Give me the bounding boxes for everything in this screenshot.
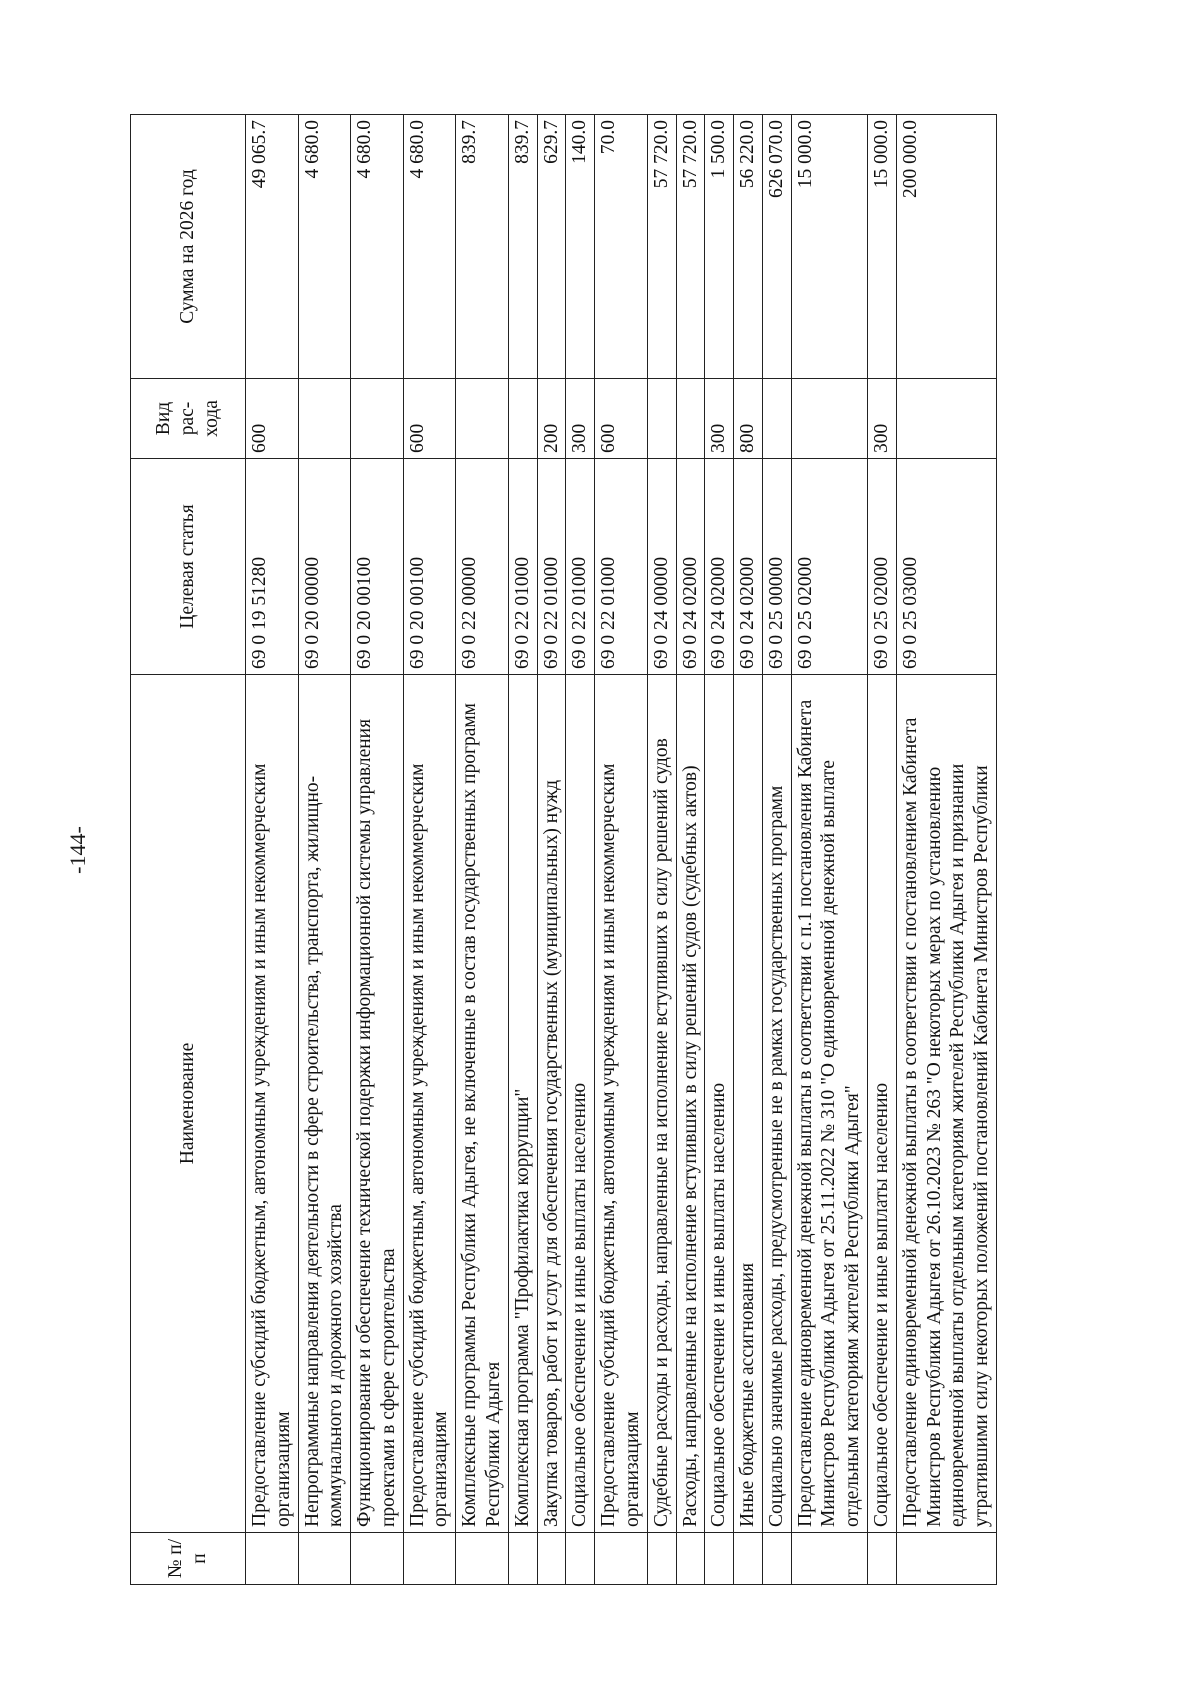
row-number-cell [734,1533,763,1585]
row-target-article-cell: 69 0 19 51280 [246,459,299,675]
row-number-cell [537,1533,566,1585]
row-number-cell [867,1533,896,1585]
page-number: -144- [65,826,90,874]
table-body [246,115,997,1585]
row-target-article-cell: 69 0 24 02000 [676,459,705,675]
row-name-cell: Социальное обеспечение и иные выплаты населению [867,675,896,1533]
row-name-cell: Расходы, направленные на исполнение вступивших в силу решений судов (судебных актов) [676,675,705,1533]
row-name-cell: Судебные расходы и расходы, направленные на исполнение вступивших в силу решений судов [647,675,676,1533]
row-sum-cell: 57 720.0 [676,115,705,379]
row-number-cell [595,1533,648,1585]
row-expense-type-cell [456,379,509,459]
table-row [867,115,896,1585]
row-expense-type-cell [298,379,351,459]
row-sum-cell: 1 500.0 [705,115,734,379]
row-target-article-cell: 69 0 22 01000 [537,459,566,675]
row-sum-cell: 839.7 [508,115,537,379]
row-number-cell [791,1533,867,1585]
row-number-cell [351,1533,404,1585]
row-expense-type-cell [351,379,404,459]
row-expense-type-cell [647,379,676,459]
row-number-cell [566,1533,595,1585]
row-number-cell [896,1533,996,1585]
row-number-cell [456,1533,509,1585]
row-number-cell [298,1533,351,1585]
table-header-row [131,115,246,1585]
row-target-article-cell: 69 0 22 00000 [456,459,509,675]
table-row [791,115,867,1585]
row-expense-type-cell: 600 [246,379,299,459]
row-name-cell: Комплексные программы Республики Адыгея, не включенные в состав государственных программ Республики Адыгея [456,675,509,1533]
row-number-cell [762,1533,791,1585]
row-expense-type-cell [896,379,996,459]
row-sum-cell: 15 000.0 [867,115,896,379]
table-row [537,115,566,1585]
row-sum-cell: 57 720.0 [647,115,676,379]
row-name-cell: Комплексная программа "Профилактика коррупции" [508,675,537,1533]
row-target-article-cell: 69 0 24 02000 [734,459,763,675]
row-target-article-cell: 69 0 25 00000 [762,459,791,675]
header-expense-type: Вид рас-хода [131,379,246,459]
row-name-cell: Иные бюджетные ассигнования [734,675,763,1533]
row-sum-cell: 140.0 [566,115,595,379]
row-sum-cell: 4 680.0 [351,115,404,379]
row-target-article-cell: 69 0 20 00000 [298,459,351,675]
row-sum-cell: 70.0 [595,115,648,379]
row-number-cell [246,1533,299,1585]
table-row [298,115,351,1585]
row-number-cell [676,1533,705,1585]
row-sum-cell: 56 220.0 [734,115,763,379]
budget-table [130,114,997,1585]
row-target-article-cell: 69 0 22 01000 [508,459,537,675]
table-row [762,115,791,1585]
table-frame [130,115,1070,1585]
row-target-article-cell: 69 0 24 00000 [647,459,676,675]
header-sum-2026: Сумма на 2026 год [131,115,246,379]
row-name-cell: Предоставление единовременной денежной выплаты в соответствии с п.1 постановления Кабинета Министров Республики Адыгея от 25.11.2022 № 310 "О единовременной денежной выплате отдельным категориям жителей Республики Адыгея" [791,675,867,1533]
row-target-article-cell: 69 0 25 03000 [896,459,996,675]
row-expense-type-cell: 300 [705,379,734,459]
row-name-cell: Социальное обеспечение и иные выплаты населению [566,675,595,1533]
row-expense-type-cell [791,379,867,459]
header-num: № п/п [131,1533,246,1585]
table-row [351,115,404,1585]
table-row [896,115,996,1585]
row-name-cell: Социально значимые расходы, предусмотренные не в рамках государственных программ [762,675,791,1533]
table-row [246,115,299,1585]
row-expense-type-cell: 600 [595,379,648,459]
row-target-article-cell: 69 0 22 01000 [595,459,648,675]
header-target-article: Целевая статья [131,459,246,675]
row-sum-cell: 4 680.0 [298,115,351,379]
row-expense-type-cell: 600 [403,379,456,459]
row-number-cell [705,1533,734,1585]
table-row [595,115,648,1585]
row-expense-type-cell [508,379,537,459]
row-target-article-cell: 69 0 25 02000 [791,459,867,675]
table-row [676,115,705,1585]
row-target-article-cell: 69 0 22 01000 [566,459,595,675]
row-name-cell: Предоставление субсидий бюджетным, автономным учреждениям и иным некоммерческим организациям [246,675,299,1533]
table-row [508,115,537,1585]
row-name-cell: Закупка товаров, работ и услуг для обеспечения государственных (муниципальных) нужд [537,675,566,1533]
row-expense-type-cell [762,379,791,459]
row-expense-type-cell: 300 [566,379,595,459]
row-expense-type-cell [676,379,705,459]
row-name-cell: Предоставление субсидий бюджетным, автономным учреждениям и иным некоммерческим организациям [403,675,456,1533]
row-expense-type-cell: 300 [867,379,896,459]
row-sum-cell: 200 000.0 [896,115,996,379]
table-row [647,115,676,1585]
row-target-article-cell: 69 0 25 02000 [867,459,896,675]
row-number-cell [647,1533,676,1585]
row-number-cell [403,1533,456,1585]
row-target-article-cell: 69 0 20 00100 [403,459,456,675]
row-target-article-cell: 69 0 24 02000 [705,459,734,675]
row-sum-cell: 839.7 [456,115,509,379]
table-row [705,115,734,1585]
row-number-cell [508,1533,537,1585]
table-rotation-wrapper [130,115,1070,1585]
row-name-cell: Функционирование и обеспечение технической подержки информационной системы управления проектами в сфере строительства [351,675,404,1533]
row-expense-type-cell: 800 [734,379,763,459]
row-expense-type-cell: 200 [537,379,566,459]
row-name-cell: Непрограммные направления деятельности в сфере строительства, транспорта, жилищно-коммунального и дорожного хозяйства [298,675,351,1533]
row-sum-cell: 4 680.0 [403,115,456,379]
table-row [734,115,763,1585]
row-target-article-cell: 69 0 20 00100 [351,459,404,675]
row-sum-cell: 626 070.0 [762,115,791,379]
table-row [403,115,456,1585]
row-name-cell: Предоставление единовременной денежной выплаты в соответствии с постановлением Кабинета Министров Республики Адыгея от 26.10.2023 № 263 "О некоторых мерах по установлению единовременной выплаты отдельным категориям жителей Республики Адыгея и признании утратившими силу некоторых положений постановлений Кабинета Министров Республики [896,675,996,1533]
row-sum-cell: 49 065.7 [246,115,299,379]
row-name-cell: Предоставление субсидий бюджетным, автономным учреждениям и иным некоммерческим организациям [595,675,648,1533]
row-sum-cell: 629.7 [537,115,566,379]
row-sum-cell: 15 000.0 [791,115,867,379]
table-row [566,115,595,1585]
table-row [456,115,509,1585]
row-name-cell: Социальное обеспечение и иные выплаты населению [705,675,734,1533]
header-name: Наименование [131,675,246,1533]
